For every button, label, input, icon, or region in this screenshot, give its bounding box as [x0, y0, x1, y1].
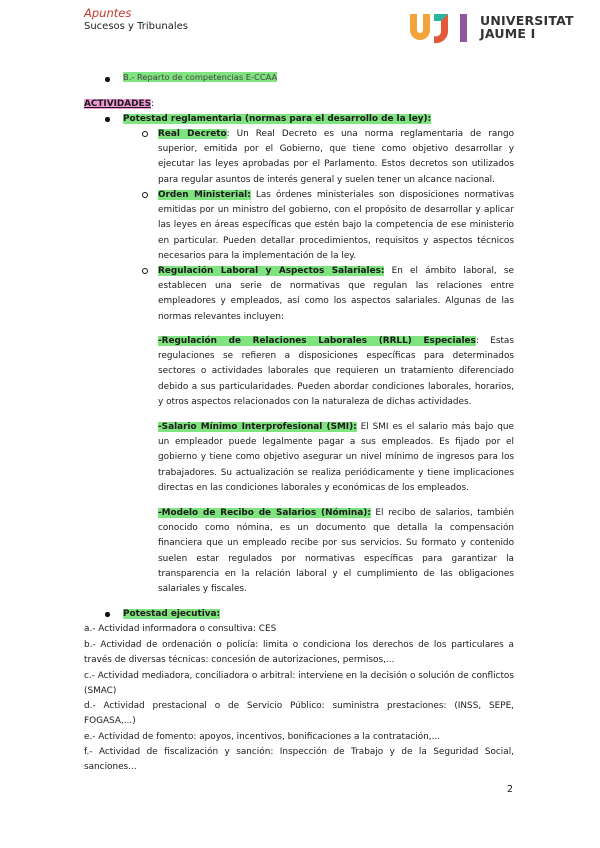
sub-item: [158, 506, 514, 597]
actividades-heading: [84, 97, 154, 112]
list-item: [158, 188, 514, 264]
ejecutiva-list-item: b.- Actividad de ordenación o policía: limita o condiciona los derechos de los particulares a través de diversas técnicas: concesión de autorizaciones, permisos,...: [84, 640, 514, 666]
item-text: : Un Real Decreto es una norma reglamentaria de rango superior, emitida por el Gobierno, que tiene como objetivo desarrollar y ejecutar las leyes aprobadas por el Parlamento. Estos decretos son utilizados para regular asuntos de interés general y suelen tener un alcance nacional.: [158, 129, 515, 185]
bullet-dot-icon: [105, 612, 110, 617]
bullet-circle-icon: [142, 268, 148, 274]
section-b-heading: [123, 72, 277, 82]
sub-item-text: El recibo de salarios, también conocido como nómina, es un documento que detalla la compensación financiera que un empleado recibe por sus servicios. Su formato y contenido suelen estar regulados por normativas específicas para garantizar la transparencia en la relación laboral y el cumplimiento de las obligaciones salariales y fiscales.: [158, 508, 514, 595]
item-text: En el ámbito laboral, se establecen una serie de normativas que regulan las relaciones entre empleadores y empleados, así como los aspectos salariales. Algunas de las normas relevantes incluyen:: [158, 266, 514, 322]
logo-line-1: UNIVERSITAT: [480, 13, 574, 28]
bullet-dot-icon: [105, 77, 110, 82]
list-item: [158, 127, 514, 188]
actividades-label: ACTIVIDADES: [84, 99, 151, 109]
section-b-text: B.- Reparto de competencias E-CCAA: [123, 72, 278, 82]
sub-item-term: -Salario Mínimo Interprofesional (SMI):: [158, 422, 357, 432]
bullet-dot-icon: [105, 117, 110, 122]
item-term: Orden Ministerial:: [158, 190, 251, 200]
ejecutiva-list-item: c.- Actividad mediadora, conciliadora o arbitral: interviene en la decisión o solución de conflictos (SMAC): [84, 671, 514, 697]
bullet-circle-icon: [142, 131, 148, 137]
page-number: 2: [507, 784, 514, 795]
header-title: Apuntes: [84, 6, 132, 20]
sub-item: [158, 420, 514, 496]
potestad-reglamentaria-text: Potestad reglamentaria (normas para el desarrollo de la ley):: [123, 114, 432, 124]
sub-item-text: El SMI es el salario más bajo que un empleador puede legalmente pagar a sus empleados. Es fijado por el gobierno y tiene como objetivo asegurar un nivel mínimo de ingresos para los trabajadores. Su actualización se realiza periódicamente y tiene implicaciones directas en las condiciones laborales y económicas de los empleados.: [158, 422, 514, 493]
item-term: Regulación Laboral y Aspectos Salariales:: [158, 266, 385, 276]
logo-line-2: JAUME I: [480, 26, 536, 41]
bullet-circle-icon: [142, 192, 148, 198]
potestad-ejecutiva-text: Potestad ejecutiva:: [123, 609, 221, 619]
sub-item-text: : Estas regulaciones se refieren a disposiciones específicas para determinados sectores o actividades laborales que requieren un tratamiento diferenciado debido a sus particularidades. Pueden abordar condiciones laborales, horarios, y otros aspectos relacionados con la naturaleza de dichas actividades.: [158, 336, 514, 407]
potestad-reglamentaria-heading: [123, 112, 431, 127]
ejecutiva-list-item: e.- Actividad de fomento: apoyos, incentivos, bonificaciones a la contratación,...: [84, 732, 441, 742]
ejecutiva-list-item: a.- Actividad informadora o consultiva: CES: [84, 624, 277, 634]
actividades-colon: :: [150, 99, 154, 109]
ejecutiva-list-item: f.- Actividad de fiscalización y sanción: Inspección de Trabajo y de la Seguridad Social, sanciones...: [84, 747, 514, 773]
sub-item-term: -Modelo de Recibo de Salarios (Nómina):: [158, 508, 371, 518]
sub-item: [158, 334, 514, 410]
item-term: Real Decreto: [158, 129, 227, 139]
logo-wordmark: [480, 14, 574, 40]
potestad-ejecutiva-heading: [123, 607, 220, 622]
header-subtitle: Sucesos y Tribunales: [84, 21, 188, 32]
item-text: Las órdenes ministeriales son disposiciones normativas emitidas por un ministro del gobierno, con el propósito de desarrollar y aplicar las leyes en áreas específicas que estén bajo la competencia de ese ministerio en particular. Pueden detallar procedimientos, requisitos y aspectos técnicos necesarios para la implementación de la ley.: [158, 190, 514, 261]
list-item: [158, 264, 514, 325]
sub-item-term: -Regulación de Relaciones Laborales (RRLL) Especiales: [158, 336, 476, 346]
ejecutiva-list-item: d.- Actividad prestacional o de Servicio Público: suministra prestaciones: (INSS, SEPE, FOGASA,...): [84, 701, 514, 727]
